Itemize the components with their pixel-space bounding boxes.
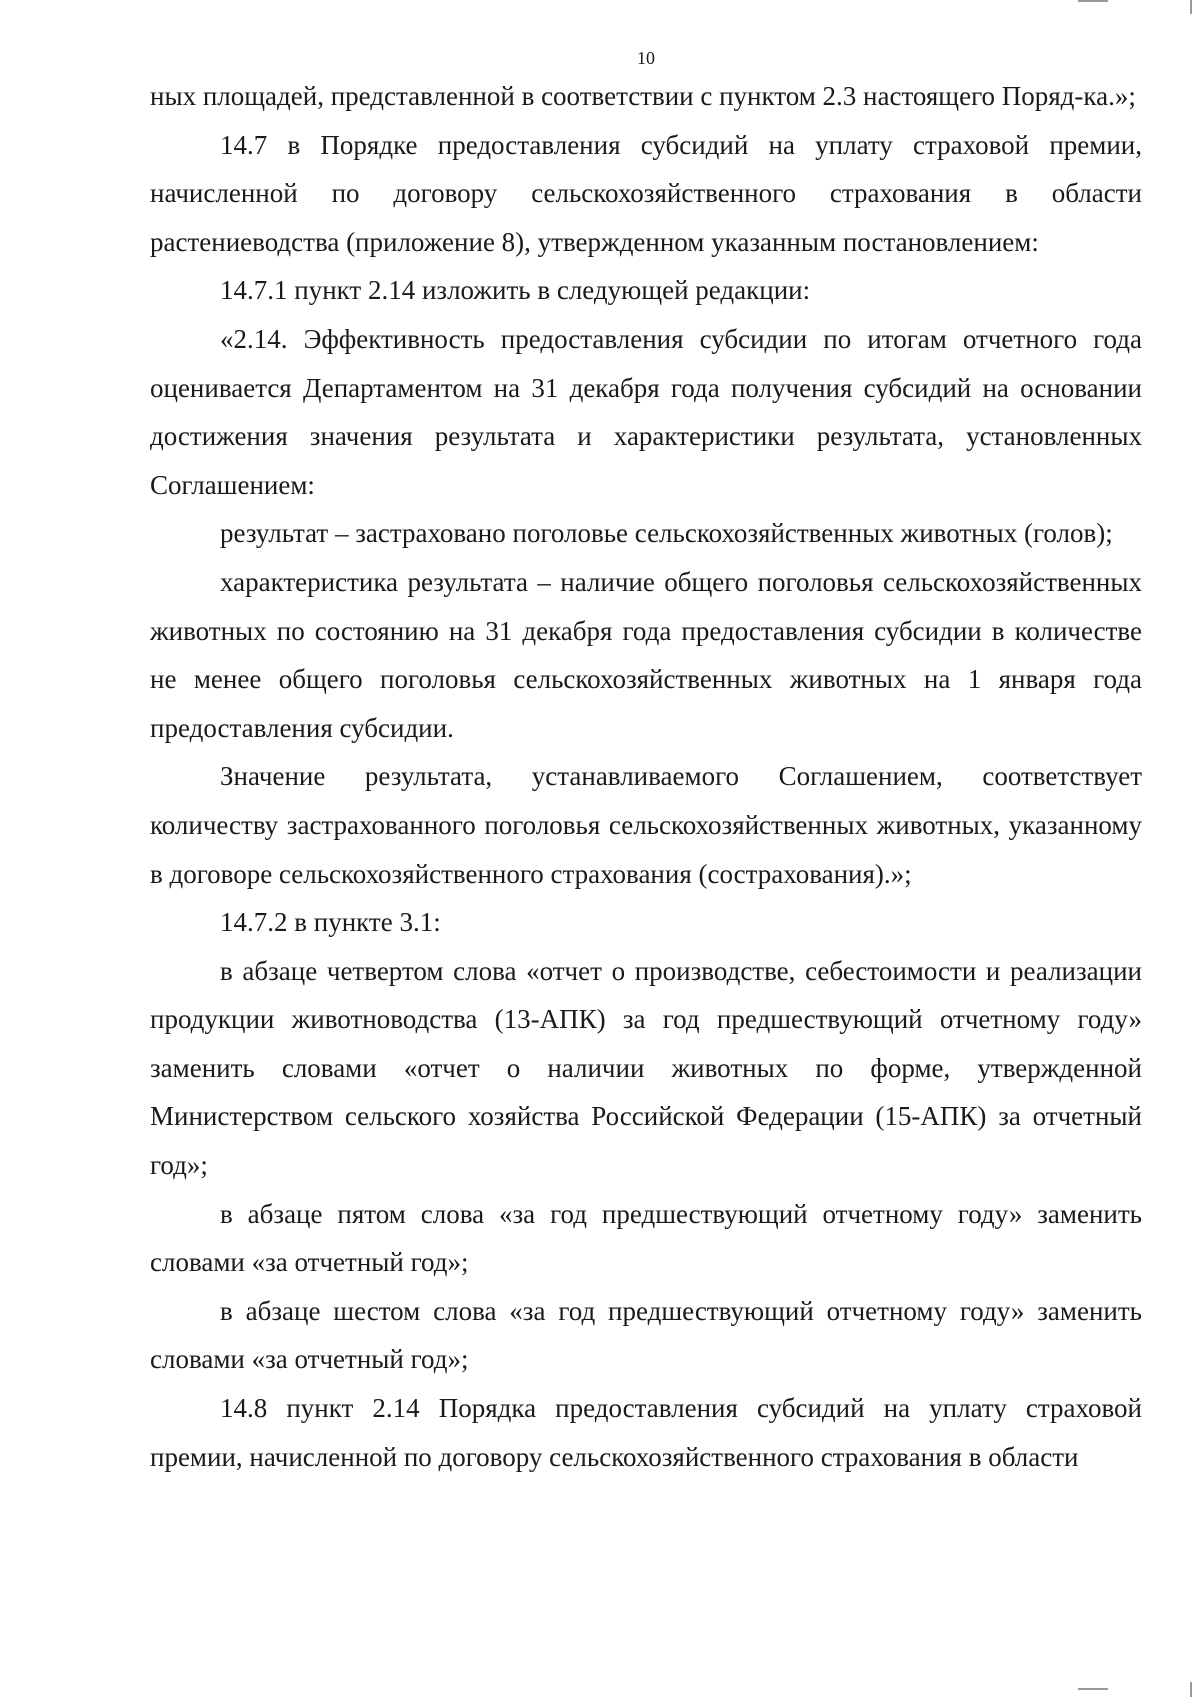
paragraph-14-7-1: 14.7.1 пункт 2.14 изложить в следующей редакции: <box>220 275 811 306</box>
paragraph-result: результат – застраховано поголовье сельскохозяйственных животных (голов); <box>220 518 1113 549</box>
paragraph-continuation: ных площадей, представленной в соответствии с пунктом 2.3 настоящего Поряд-ка.»; <box>150 81 1136 111</box>
paragraph-14-7-2: 14.7.2 в пункте 3.1: <box>220 907 441 938</box>
paragraph-result-value: Значение результата, устанавливаемого Соглашением, соответствует количеству застрахованного поголовья сельскохозяйственных животных, указанному в договоре сельскохозяйственного страхования (сострахования).»; <box>150 761 1142 889</box>
scan-artifact <box>1078 1688 1108 1690</box>
scan-artifact <box>1190 0 1192 14</box>
paragraph-result-characteristic: характеристика результата – наличие общего поголовья сельскохозяйственных животных по состоянию на 31 декабря года предоставления субсидии в количестве не менее общего поголовья сельскохозяйственных животных на 1 января года предоставления субсидии. <box>150 566 1142 743</box>
paragraph-sixth-abzac: в абзаце шестом слова «за год предшествующий отчетному году» заменить словами «за отчетный год»; <box>150 1295 1142 1375</box>
paragraph-14-7: 14.7 в Порядке предоставления субсидий на уплату страховой премии, начисленной по договору сельскохозяйственного страхования в области растениеводства (приложение 8), утвержденном указанным постановлением: <box>150 129 1142 257</box>
paragraph-fourth-abzac: в абзаце четвертом слова «отчет о производстве, себестоимости и реализации продукции животноводства (13-АПК) за год предшествующий отчетному году» заменить словами «отчет о наличии животных по форме, утвержденной Министерством сельского хозяйства Российской Федерации (15-АПК) за отчетный год»; <box>150 955 1142 1181</box>
paragraph-fifth-abzac: в абзаце пятом слова «за год предшествующий отчетному году» заменить словами «за отчетный год»; <box>150 1198 1142 1278</box>
document-body <box>150 72 1142 1481</box>
scan-artifact <box>1190 1682 1192 1697</box>
page-number: 10 <box>637 48 655 68</box>
paragraph-2-14-quote: «2.14. Эффективность предоставления субсидии по итогам отчетного года оценивается Департаментом на 31 декабря года получения субсидий на основании достижения значения результата и характеристики результата, установленных Соглашением: <box>150 323 1142 500</box>
scan-artifact <box>1078 0 1108 2</box>
paragraph-14-8: 14.8 пункт 2.14 Порядка предоставления субсидий на уплату страховой премии, начисленной по договору сельскохозяйственного страхования в области <box>150 1393 1142 1472</box>
